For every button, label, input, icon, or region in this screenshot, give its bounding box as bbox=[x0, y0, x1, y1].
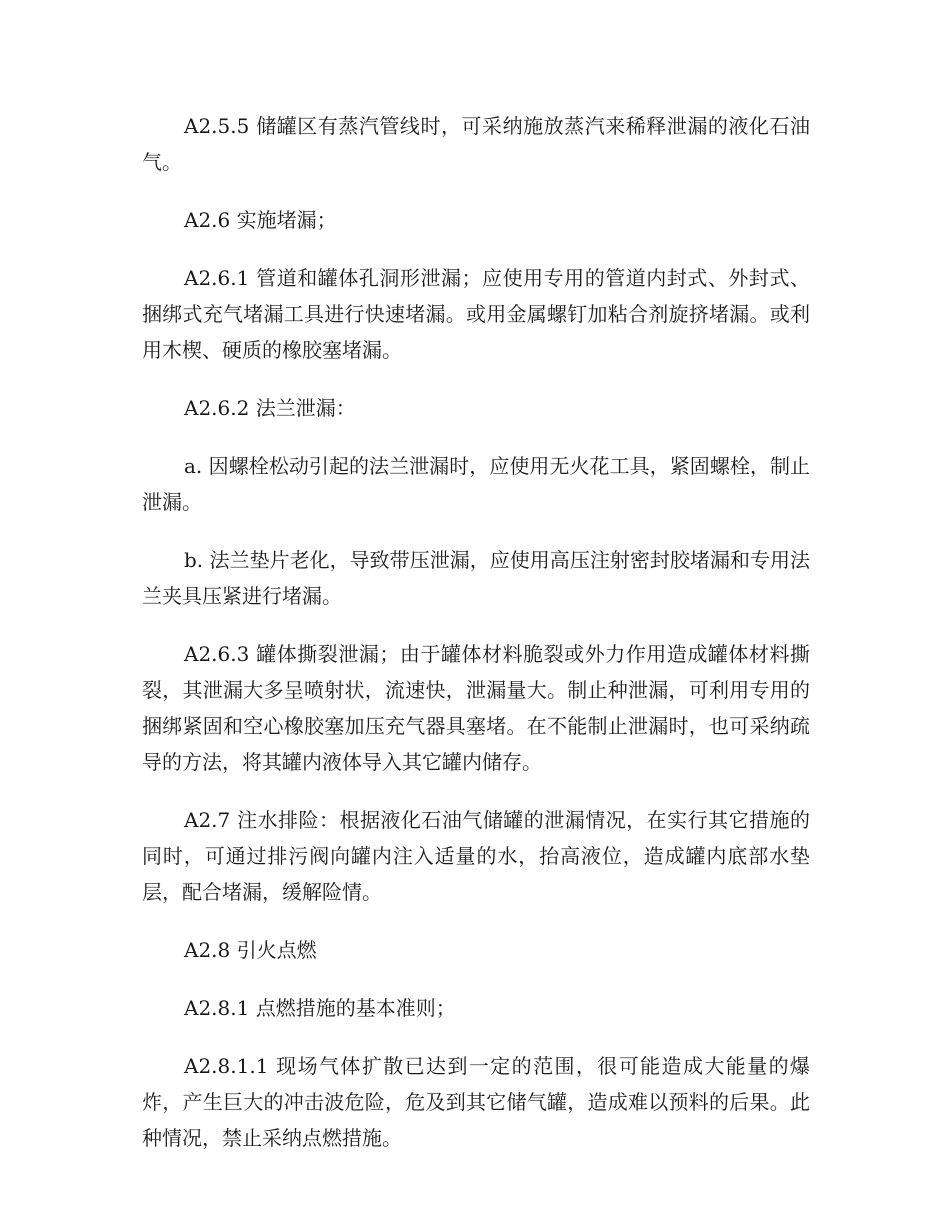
heading-a2-8-1: A2.8.1 点燃措施的基本准则； bbox=[184, 996, 456, 1020]
paragraph-a2-6-1: A2.6.1 管道和罐体孔洞形泄漏；应使用专用的管道内封式、外封式、捆绑式充气堵漏工具进行快速堵漏。或用金属螺钉加粘合剂旋挤堵漏。或利用木楔、硬质的橡胶塞堵漏。 bbox=[142, 266, 810, 362]
document-body bbox=[142, 108, 810, 1178]
heading-a2-6-2: A2.6.2 法兰泄漏： bbox=[184, 396, 356, 420]
paragraph-a2-5-5: A2.5.5 储罐区有蒸汽管线时，可采纳施放蒸汽来稀释泄漏的液化石油气。 bbox=[142, 114, 810, 174]
paragraph-a2-7: A2.7 注水排险：根据液化石油气储罐的泄漏情况，在实行其它措施的同时，可通过排污阀向罐内注入适量的水，抬高液位，造成罐内底部水垫层，配合堵漏，缓解险情。 bbox=[142, 808, 810, 904]
heading-a2-8: A2.8 引火点燃 bbox=[184, 938, 317, 962]
paragraph-a2-6-3: A2.6.3 罐体撕裂泄漏；由于罐体材料脆裂或外力作用造成罐体材料撕裂，其泄漏大多呈喷射状，流速快，泄漏量大。制止种泄漏，可利用专用的捆绑紧固和空心橡胶塞加压充气器具塞堵。在不能制止泄漏时，也可采纳疏导的方法，将其罐内液体导入其它罐内储存。 bbox=[142, 642, 810, 774]
paragraph-a2-6-2-a: a. 因螺栓松动引起的法兰泄漏时，应使用无火花工具，紧固螺栓，制止泄漏。 bbox=[142, 454, 810, 514]
paragraph-a2-6-2-b: b. 法兰垫片老化，导致带压泄漏，应使用高压注射密封胶堵漏和专用法兰夹具压紧进行堵漏。 bbox=[142, 548, 810, 608]
paragraph-a2-8-1-1: A2.8.1.1 现场气体扩散已达到一定的范围，很可能造成大能量的爆炸，产生巨大的冲击波危险，危及到其它储气罐，造成难以预料的后果。此种情况，禁止采纳点燃措施。 bbox=[142, 1054, 810, 1150]
heading-a2-6: A2.6 实施堵漏； bbox=[184, 208, 337, 232]
